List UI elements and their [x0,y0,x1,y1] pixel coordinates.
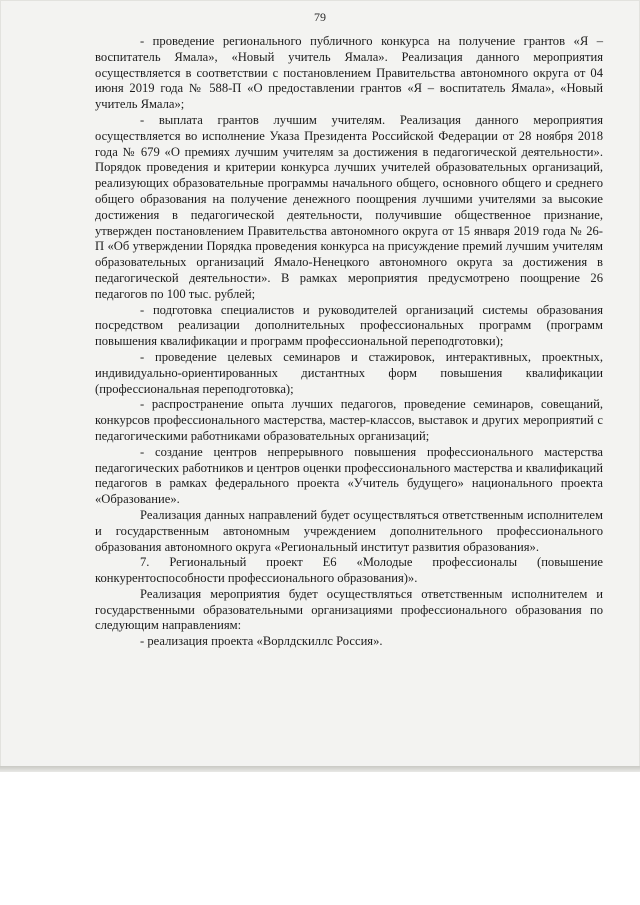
paragraph-professional-centers: - создание центров непрерывного повышения профессионального мастерства педагогических работников и центров оценки профессионального мастерства и квалификаций педагогов в рамках федерального проекта «Учитель будущего» национального проекта «Образование». [95,444,603,507]
paragraph-experience-sharing: - распространение опыта лучших педагогов, проведение семинаров, совещаний, конкурсов профессионального мастерства, мастер-классов, выставок и других мероприятий с педагогическими работниками образовательных организаций; [95,397,603,443]
paragraph-seminars-internships: - проведение целевых семинаров и стажировок, интерактивных, проектных, индивидуально-ориентированных дистантных форм повышения квалификации (профессиональная переподготовка); [95,349,603,396]
paragraph-implementation-institute: Реализация данных направлений будет осуществляться ответственным исполнителем и государственным автономным учреждением дополнительного профессионального образования автономного округа «Региональный институт развития образования». [95,507,603,554]
page-number: 79 [314,10,326,24]
paragraph-best-teachers-grants: - выплата грантов лучшим учителям. Реализация данного мероприятия осуществляется во исполнение Указа Президента Российской Федерации от 28 ноября 2018 года № 679 «О премиях лучшим учителям за достижения в педагогической деятельности». Порядок проведения и критерии конкурса лучших учителей образовательных организаций, реализующих образовательные программы начального общего, основного общего и среднего общего образования на получение денежного поощрения лучшими учителями за высокие достижения в педагогической деятельности, получившие общественное признание, утвержден постановлением Правительства автономного округа от 15 января 2019 года № 26-П «Об утверждении Порядка проведения конкурса на присуждение премий лучшим учителям образовательных организаций Ямало-Ненецкого автономного округа за достижения в педагогической деятельности». В рамках мероприятия предусмотрено поощрение 26 педагогов по 100 тыс. рублей; [95,112,603,301]
scan-bottom-edge [0,766,640,772]
document-body [95,34,603,650]
paragraph-specialist-training: - подготовка специалистов и руководителей организаций системы образования посредством реализации дополнительных профессиональных программ (программ повышения квалификации и программ профессиональной переподготовки); [95,302,603,349]
paragraph-implementation-organizations: Реализация мероприятия будет осуществляться ответственным исполнителем и государственными образовательными организациями профессионального образования по следующим направлениям: [95,586,603,633]
paragraph-project-e6: 7. Региональный проект Е6 «Молодые профессионалы (повышение конкурентоспособности профессионального образования)». [95,555,603,586]
paragraph-grants-competition: - проведение регионального публичного конкурса на получение грантов «Я – воспитатель Ямала», «Новый учитель Ямала». Реализация данного мероприятия осуществляется в соответствии с постановлением Правительства автономного округа от 04 июня 2019 года № 588-П «О предоставлении грантов «Я – воспитатель Ямала», «Новый учитель Ямала»; [95,34,603,112]
paragraph-worldskills: - реализация проекта «Ворлдскиллс Россия». [140,634,383,649]
